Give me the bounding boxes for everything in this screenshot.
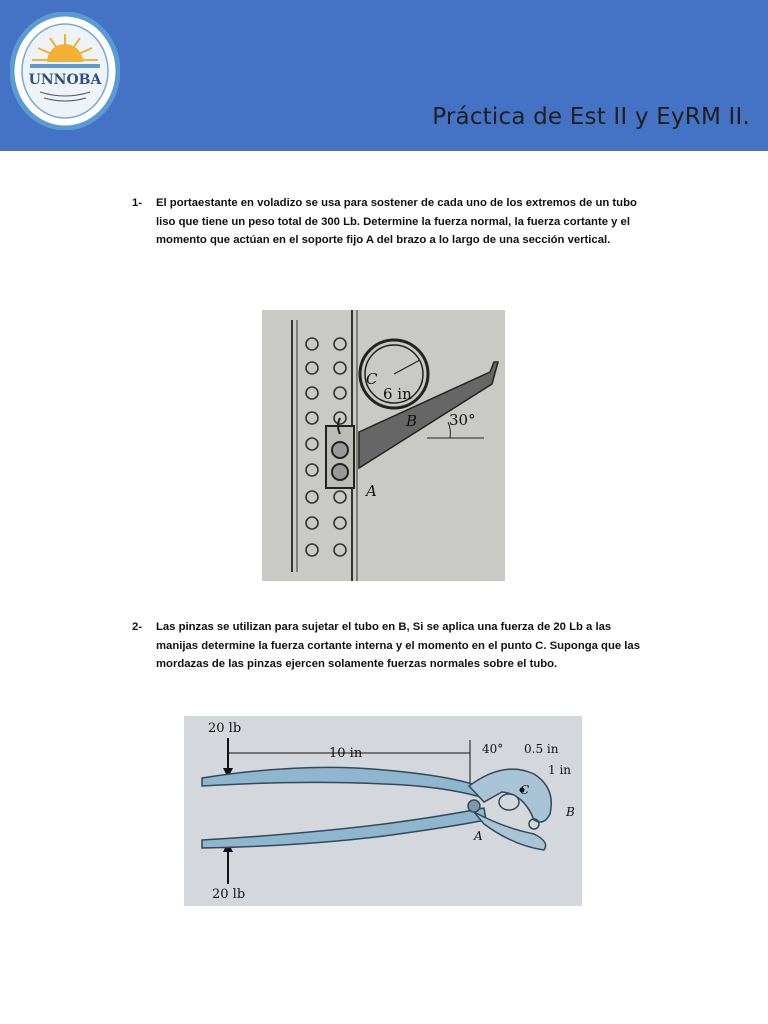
fig2-length: 10 in	[329, 746, 363, 761]
fig2-force-top: 20 lb	[208, 721, 242, 736]
page-title: Práctica de Est II y EyRM II.	[432, 104, 750, 130]
problem-2	[132, 618, 642, 674]
fig2-label-b: B	[566, 805, 575, 819]
fig2-force-bottom: 20 lb	[212, 887, 246, 902]
problem-1	[132, 194, 642, 250]
fig2-dim1: 0.5 in	[524, 742, 559, 756]
figure-shelf-bracket	[262, 310, 505, 581]
unnoba-logo	[10, 12, 120, 130]
fig1-label-radius: 6 in	[383, 385, 412, 403]
fig1-label-a: A	[366, 482, 377, 500]
problem-2-text: Las pinzas se utilizan para sujetar el tubo en B, Si se aplica una fuerza de 20 Lb a las manijas determine la fuerza cortante interna y el momento en el punto C. Suponga que las mordazas de las pinzas ejercen solamente fuerzas normales sobre el tubo.	[156, 621, 640, 670]
logo-text: UNNOBA	[28, 72, 102, 88]
fig2-angle: 40°	[482, 742, 504, 756]
fig1-label-angle: 30°	[449, 411, 476, 429]
problem-1-text: El portaestante en voladizo se usa para sostener de cada uno de los extremos de un tubo liso que tiene un peso total de 300 Lb. Determine la fuerza normal, la fuerza cortante y el momento que actúan en el soporte fijo A del brazo a lo largo de una sección vertical.	[156, 197, 637, 246]
fig2-label-c: C	[520, 783, 530, 797]
header-band	[0, 0, 768, 151]
fig2-dim2: 1 in	[548, 763, 572, 777]
problem-2-number: 2-	[132, 621, 143, 633]
fig2-label-a: A	[474, 829, 483, 843]
problem-1-number: 1-	[132, 197, 143, 209]
fig1-label-b: B	[406, 412, 418, 430]
fig1-label-c: C	[366, 370, 378, 388]
figure-pliers	[184, 716, 582, 906]
